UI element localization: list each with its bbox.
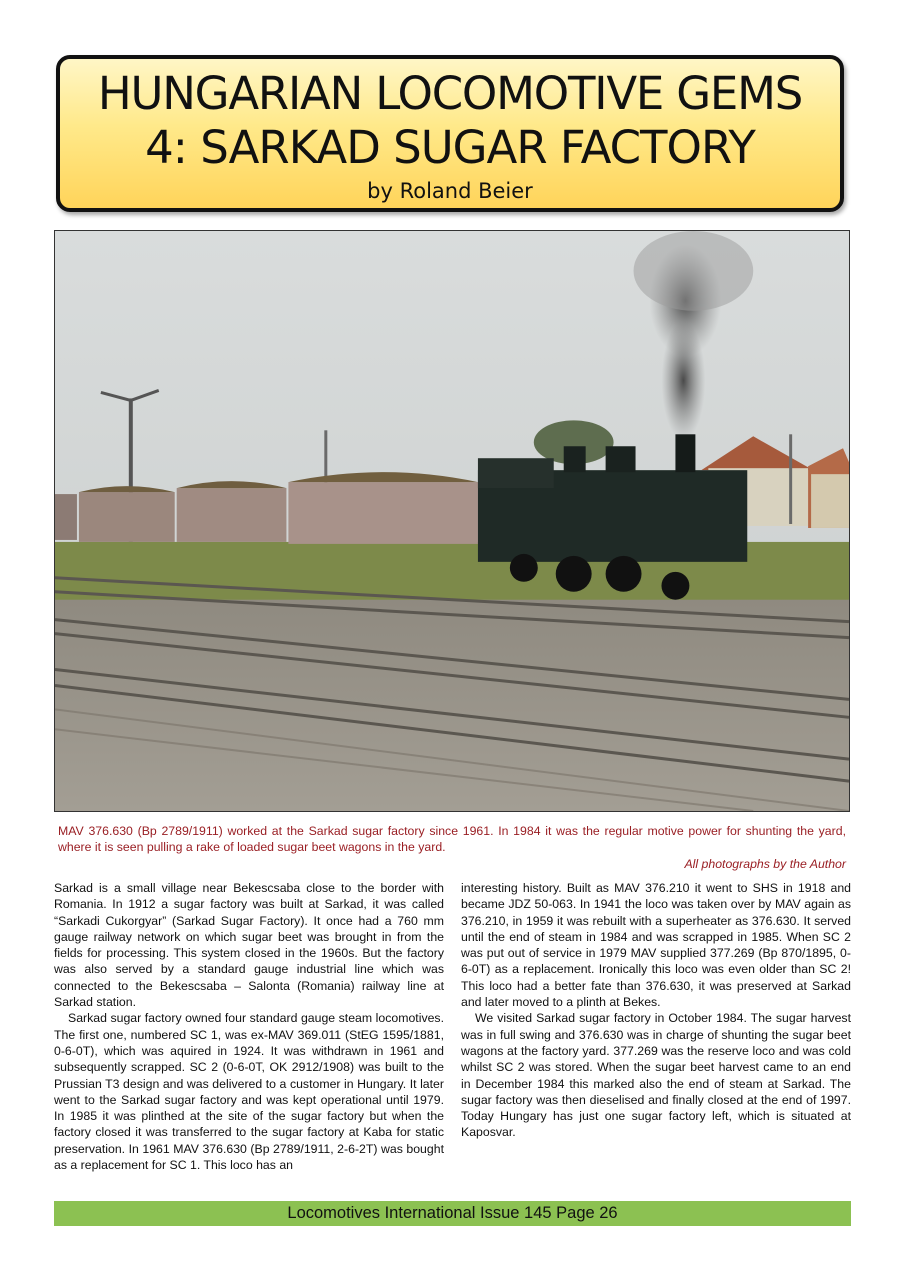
paragraph: Sarkad sugar factory owned four standard gauge steam locomotives. The first one, numbered SC 1, was ex-MAV 369.011 (StEG 1595/1881, 0-6-0T), which was aquired in 1924. It was withdrawn in 1961 and subsequently scrapped. SC 2 (0-6-0T, OK 2912/1908) was built to the Prussian T3 design and was delivered to a customer in Hungary. It later went to the Sarkad sugar factory and was kept operational until 1979. In 1985 it was plinthed at the site of the sugar factory but when the factory closed it was transferred to the sugar factory at Kaba for static preservation. In 1961 MAV 376.630 (Bp 2789/1911, 2-6-2T) was bought as a replacement for SC 1. This loco has an [54,1011,444,1173]
footer-bar [54,1201,851,1226]
photo-credit: All photographs by the Author [684,857,846,871]
paragraph: Sarkad is a small village near Bekescsaba close to the border with Romania. In 1912 a sugar factory was built at Sarkad, it was called “Sarkadi Cukorgyar” (Sarkad Sugar Factory). It once had a 760 mm gauge railway network on which sugar beet was brought in from the fields for processing. This system closed in the 1960s. But the factory was also served by a standard gauge industrial line which was connected to the Bekescsaba – Salonta (Romania) railway line at Sarkad station. [54,881,444,1010]
photo-caption: MAV 376.630 (Bp 2789/1911) worked at the Sarkad sugar factory since 1961. In 1984 it was the regular motive power for shunting the yard, where it is seen pulling a rake of loaded sugar beet wagons in the yard. [58,824,846,854]
paragraph: interesting history. Built as MAV 376.210 it went to SHS in 1918 and became JDZ 50-063. In 1941 the loco was taken over by MAV again as 376.210, in 1959 it was rebuilt with a superheater as 376.630. It served until the end of steam in 1984 and was scrapped in 1985. When SC 2 was put out of service in 1979 MAV supplied 377.269 (Bp 870/1895, 0-6-0T) as a replacement. Ironically this loco was even older than SC 2! This loco had a better fate than 376.630, it was preserved at Sarkad and later moved to a plinth at Bekes. [461,881,851,1010]
byline: by Roland Beier [367,179,533,203]
article-title-line1: HUNGARIAN LOCOMOTIVE GEMS [97,67,803,120]
locomotive-photo [54,230,850,812]
paragraph: We visited Sarkad sugar factory in October 1984. The sugar harvest was in full swing and 376.630 was in charge of shunting the sugar beet wagons at the factory yard. 377.269 was the reserve loco and was cold whilst SC 2 was stored. When the sugar beet harvest came to an end in December 1984 this marked also the end of steam at Sarkad. The sugar factory was then dieselised and finally closed at the end of 1997. Today Hungary has just one sugar factory left, which is situated at Kaposvar. [461,1011,851,1140]
article-title-line2: 4: SARKAD SUGAR FACTORY [145,121,755,174]
footer-text: Locomotives International Issue 145 Page 26 [287,1204,618,1222]
article-column-left [54,880,444,1173]
article-column-right [461,880,851,1141]
title-box [56,55,844,212]
